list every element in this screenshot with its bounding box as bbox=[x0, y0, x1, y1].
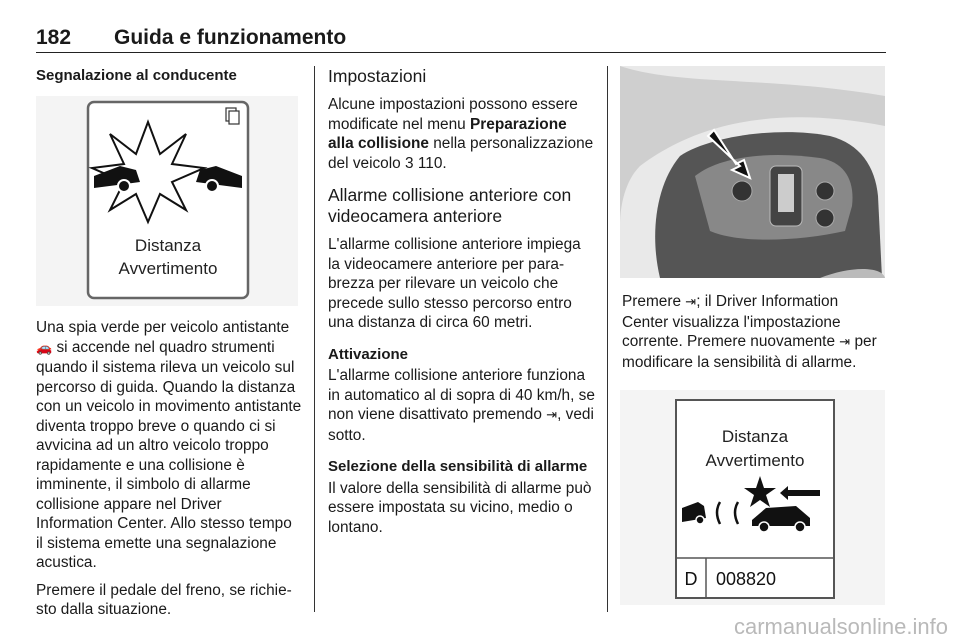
column-2 bbox=[328, 66, 596, 545]
steering-wheel-illustration bbox=[620, 66, 885, 278]
paragraph-impostazioni bbox=[328, 95, 596, 173]
dic-display-illustration bbox=[620, 390, 885, 605]
subheading-attivazione: Attivazione bbox=[328, 345, 409, 363]
column-divider bbox=[607, 66, 608, 612]
column-3-text bbox=[622, 292, 886, 380]
paragraph-spia bbox=[36, 318, 302, 573]
paragraph-text: ; il Driver Information Center visualizza l'impostazione corrente. Premere nuovamente bbox=[622, 293, 841, 350]
paragraph-text: Una spia verde per veicolo antistante bbox=[36, 319, 290, 336]
figure-line2: Avvertimento bbox=[118, 259, 218, 278]
paragraph-freno: Premere il pedale del freno, se richie- sto dalla situazione. bbox=[36, 581, 292, 618]
paragraph-attivazione bbox=[328, 366, 596, 445]
collision-button-icon: ⇥ bbox=[685, 295, 697, 310]
paragraph-text: per modificare la sensibilità di allarme. bbox=[622, 333, 877, 371]
paragraph-text: , vedi sotto. bbox=[328, 406, 594, 444]
heading-allarme: Allarme collisione anteriore con videocamera anteriore bbox=[328, 185, 572, 226]
collision-button-icon: ⇥ bbox=[839, 335, 851, 350]
figure-line1: Distanza bbox=[134, 236, 202, 255]
heading-impostazioni: Impostazioni bbox=[328, 66, 427, 86]
car-front-icon: 🚗 bbox=[36, 340, 53, 356]
paragraph-text: Alcune impostazioni possono essere modificate nel menu bbox=[328, 96, 578, 133]
figure-letter: D bbox=[684, 569, 698, 589]
collision-button-icon: ⇥ bbox=[546, 408, 558, 423]
page-header bbox=[36, 26, 886, 53]
paragraph-text: Premere bbox=[622, 293, 686, 310]
page-number: 182 bbox=[36, 26, 72, 49]
paragraph-text: L'allarme collisione anteriore funziona in automatico al di sopra di 40 km/h, se non viene disattivato premendo bbox=[328, 367, 595, 423]
dic-display-figure bbox=[620, 390, 885, 605]
paragraph-premere bbox=[622, 292, 886, 372]
column-1-text bbox=[36, 318, 302, 628]
paragraph-allarme: L'allarme collisione anteriore impiega la videocamere anteriore per para- brezza per rilevare un veicolo che precede sullo stesso percorso entro una distanza di circa 60 metri. bbox=[328, 236, 581, 331]
column-1 bbox=[36, 66, 302, 92]
figure-code: 008820 bbox=[716, 569, 777, 589]
figure-line1: Distanza bbox=[721, 427, 789, 446]
chapter-title: Guida e funzionamento bbox=[114, 26, 347, 49]
paragraph-text: si accende nel quadro strumenti quando il sistema rileva un veicolo sul percorso di guida. Quando la distanza con un veicolo in movimento antistante diventa troppo breve o quando ci si avvicina ad un altro veicolo troppo rapidamente e una collisione è imminente, il simbolo di allarme collisione appare nel Driver Information Center. Allo stesso tempo il sistema emette una segnalazione acustica. bbox=[36, 338, 302, 571]
steering-wheel-figure bbox=[620, 66, 885, 278]
page-ref-icon: 3 bbox=[405, 154, 414, 172]
column-divider bbox=[314, 66, 315, 612]
section-subtitle: Segnalazione al conducente bbox=[36, 67, 237, 84]
collision-warning-illustration bbox=[36, 96, 298, 306]
paragraph-text: 110. bbox=[413, 154, 447, 172]
figure-line2: Avvertimento bbox=[705, 451, 805, 470]
menu-name: Preparazione alla collisione bbox=[328, 115, 567, 152]
paragraph-sensibilita: Il valore della sensibilità di allarme può essere impostata su vicino, medio o lontano. bbox=[328, 479, 592, 536]
dashboard-warning-figure bbox=[36, 96, 298, 306]
subheading-sensibilita: Selezione della sensibilità di allarme bbox=[328, 458, 588, 475]
paragraph-text: nella personalizzazione del veicolo bbox=[328, 135, 594, 172]
watermark: carmanualsonline.info bbox=[733, 614, 948, 639]
